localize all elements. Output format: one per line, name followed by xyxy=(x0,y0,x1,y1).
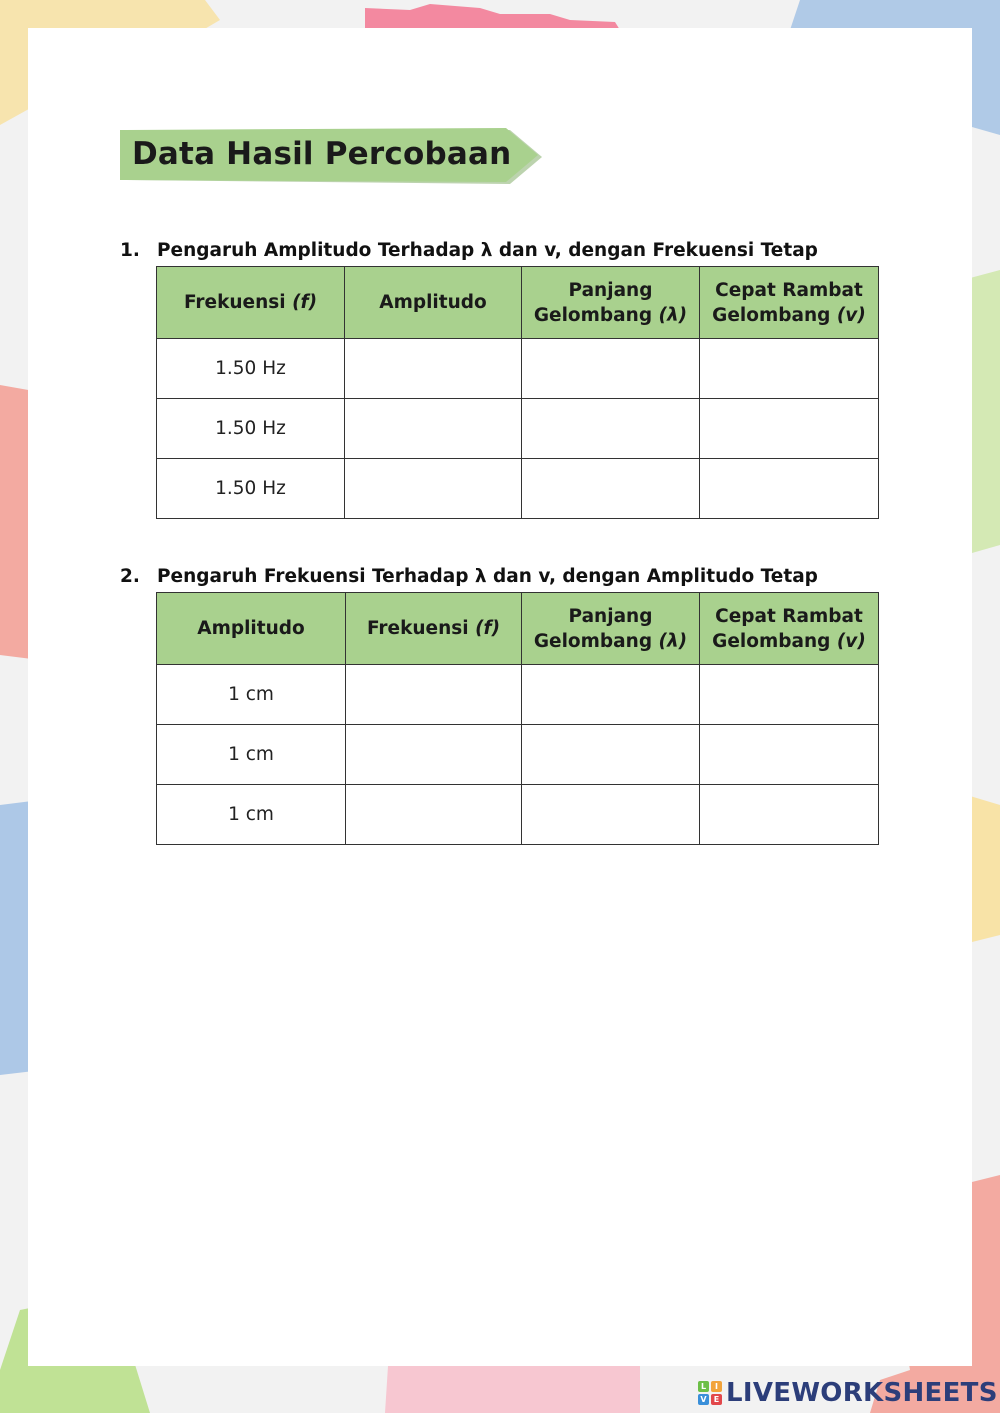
section-2-title xyxy=(120,566,818,587)
table-row xyxy=(157,725,879,785)
table-2-cell-panjang-gelombang[interactable] xyxy=(522,725,700,785)
table-1-cell-panjang-gelombang[interactable] xyxy=(522,399,700,459)
table-2-cell-panjang-gelombang[interactable] xyxy=(522,665,700,725)
table-2-cell-amplitudo: 1 cm xyxy=(157,665,346,725)
table-1-cell-cepat-rambat[interactable] xyxy=(700,399,879,459)
table-1-header-frekuensi: Frekuensi (f) xyxy=(157,267,345,339)
table-2-header-row xyxy=(157,593,879,665)
table-1-cell-frekuensi: 1.50 Hz xyxy=(157,399,345,459)
table-2-cell-panjang-gelombang[interactable] xyxy=(522,785,700,845)
section-1-number: 1. xyxy=(120,240,140,261)
table-row xyxy=(157,399,879,459)
table-2-cell-cepat-rambat[interactable] xyxy=(700,785,879,845)
liveworksheets-logo-icon: L I V E xyxy=(698,1381,722,1405)
heading-banner xyxy=(118,128,544,186)
table-1-cell-cepat-rambat[interactable] xyxy=(700,459,879,519)
table-1-cell-cepat-rambat[interactable] xyxy=(700,339,879,399)
table-2-cell-frekuensi[interactable] xyxy=(346,665,522,725)
table-row xyxy=(157,785,879,845)
table-row xyxy=(157,339,879,399)
table-2-cell-cepat-rambat[interactable] xyxy=(700,725,879,785)
table-2-cell-amplitudo: 1 cm xyxy=(157,725,346,785)
table-2-cell-cepat-rambat[interactable] xyxy=(700,665,879,725)
table-1-header-cepat-rambat: Cepat Rambat Gelombang (v) xyxy=(700,267,879,339)
table-1-cell-amplitudo[interactable] xyxy=(345,339,522,399)
table-1-header-row xyxy=(157,267,879,339)
section-2-number: 2. xyxy=(120,566,140,587)
liveworksheets-logo-text: LIVEWORKSHEETS xyxy=(726,1378,998,1408)
table-2-header-amplitudo: Amplitudo xyxy=(157,593,346,665)
table-row xyxy=(157,665,879,725)
table-2-cell-frekuensi[interactable] xyxy=(346,725,522,785)
section-1-title-text: Pengaruh Amplitudo Terhadap λ dan v, dengan Frekuensi Tetap xyxy=(157,240,818,261)
table-2-cell-amplitudo: 1 cm xyxy=(157,785,346,845)
table-1-header-amplitudo: Amplitudo xyxy=(345,267,522,339)
liveworksheets-logo[interactable] xyxy=(698,1378,998,1408)
table-1 xyxy=(156,266,879,519)
table-row xyxy=(157,459,879,519)
deco-shape-pink xyxy=(365,4,620,30)
table-1-cell-frekuensi: 1.50 Hz xyxy=(157,339,345,399)
table-1-cell-amplitudo[interactable] xyxy=(345,399,522,459)
table-1-header-panjang-gelombang: Panjang Gelombang (λ) xyxy=(522,267,700,339)
table-1-cell-amplitudo[interactable] xyxy=(345,459,522,519)
table-2-header-panjang-gelombang: Panjang Gelombang (λ) xyxy=(522,593,700,665)
table-1-cell-panjang-gelombang[interactable] xyxy=(522,339,700,399)
page-title: Data Hasil Percobaan xyxy=(132,136,512,172)
table-2 xyxy=(156,592,879,845)
table-2-header-cepat-rambat: Cepat Rambat Gelombang (v) xyxy=(700,593,879,665)
section-1-title xyxy=(120,240,818,261)
table-2-header-frekuensi: Frekuensi (f) xyxy=(346,593,522,665)
section-2-title-text: Pengaruh Frekuensi Terhadap λ dan v, dengan Amplitudo Tetap xyxy=(157,566,818,587)
table-2-cell-frekuensi[interactable] xyxy=(346,785,522,845)
table-1-cell-frekuensi: 1.50 Hz xyxy=(157,459,345,519)
table-1-cell-panjang-gelombang[interactable] xyxy=(522,459,700,519)
